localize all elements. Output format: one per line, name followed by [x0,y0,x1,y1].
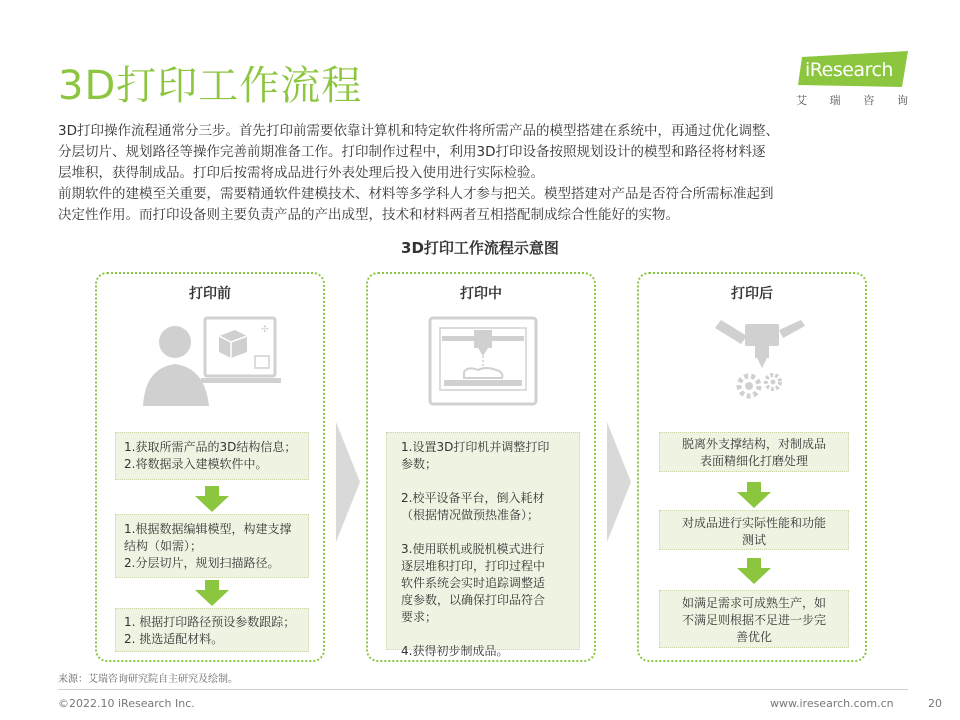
intro-line: 层堆积，获得制成品。打印后按需将成品进行外表处理后投入使用进行实际检验。 [58,165,544,181]
stage-during-print [366,272,596,662]
3d-printer-icon [408,310,558,410]
intro-line: 前期软件的建模至关重要，需要精通软件建模技术、材料等多学科人才参与把关。模型搭建对产品是否符合所需标准起到 [58,186,774,202]
step-box [386,432,580,658]
step-box [659,432,849,472]
logo-sub-char: 艾 [796,94,807,107]
iresearch-logo [790,51,912,107]
chevron-right-icon [336,422,360,542]
chevron-right-icon [607,422,631,542]
arrow-down-icon [195,580,229,606]
step-text: 对成品进行实际性能和功能 [681,516,826,530]
footer-copyright: ©2022.10 iResearch Inc. [58,697,195,710]
step-text: 2.将数据录入建模软件中。 [124,457,268,471]
step-box [659,590,849,648]
stage-title: 打印后 [731,286,773,302]
step-text: 1.获取所需产品的3D结构信息； [124,440,297,454]
step-text: 表面精细化打磨处理 [699,454,808,468]
intro-line: 3D打印操作流程通常分三步。首先打印前需要依靠计算机和特定软件将所需产品的模型搭建在系统中，再通过优化调整、 [58,123,779,139]
step-text: 2.分层切片，规划扫描路径。 [124,556,280,570]
step-text: 3.使用联机或脱机模式进行 [401,542,545,556]
step-text: 2.校平设备平台，倒入耗材 [401,491,545,505]
logo-sub-char: 咨 [863,94,875,107]
step-text: 结构（如需）； [124,539,203,553]
step-text: 测试 [741,533,766,547]
step-text [401,473,579,490]
step-text [401,626,579,643]
step-box [115,514,309,578]
step-text: 软件系统会实时追踪调整适 [401,576,546,590]
logo-sub-char: 询 [896,94,908,107]
step-text: 度参数，以确保打印品符合 [401,593,546,607]
intro-line: 决定性作用。而打印设备则主要负责产品的产出成型，技术和材料两者互相搭配制成综合性能好的实物。 [58,207,679,223]
source-note: 来源：艾瑞咨询研究院自主研究及绘制。 [58,674,238,685]
footer-website: www.iresearch.com.cn [770,697,894,710]
stage-before-print [95,272,325,662]
step-text: 1. 根据打印路径预设参数跟踪； [124,615,296,629]
stage-title: 打印中 [460,286,502,302]
page-number: 20 [928,697,942,710]
print-head-gear-icon [679,310,829,410]
step-text: 不满足则根据不足进一步完 [681,613,826,627]
step-box [659,510,849,550]
step-box [115,608,309,652]
step-text: 4.获得初步制成品。 [401,644,509,658]
arrow-down-icon [195,486,229,512]
step-text: 如满足需求可成熟生产，如 [681,596,826,610]
stage-title: 打印前 [189,286,231,302]
intro-line: 分层切片、规划路径等操作完善前期准备工作。打印制作过程中，利用3D打印设备按照规划设计的模型和路径将材料逐 [58,144,766,160]
arrow-down-icon [737,482,771,508]
svg-text:✣: ✣ [261,325,269,335]
diagram-title: 3D打印工作流程示意图 [401,239,559,257]
step-text: 要求； [401,610,438,624]
step-text: 逐层堆积打印，打印过程中 [401,559,546,573]
logo-brand-text: iResearch [805,59,893,81]
footer-divider [58,689,908,690]
page-title: 3D打印工作流程 [58,63,363,109]
logo-subtitle [794,92,910,108]
step-text: 1.根据数据编辑模型，构建支撑 [124,522,292,536]
step-text: 脱离外支撑结构，对制成品 [681,437,826,451]
step-text: 善优化 [735,630,772,644]
step-text: 参数； [401,457,438,471]
step-text: 2. 挑选适配材料。 [124,632,224,646]
person-computer-icon [137,310,287,410]
logo-sub-char: 瑞 [829,94,841,107]
step-text: 1.设置3D打印机并调整打印 [401,440,550,454]
step-text [401,524,579,541]
arrow-down-icon [737,558,771,584]
step-box [115,432,309,480]
step-text: （根据情况做预热准备）； [401,508,540,522]
stage-after-print [637,272,867,662]
intro-paragraph [58,121,908,226]
